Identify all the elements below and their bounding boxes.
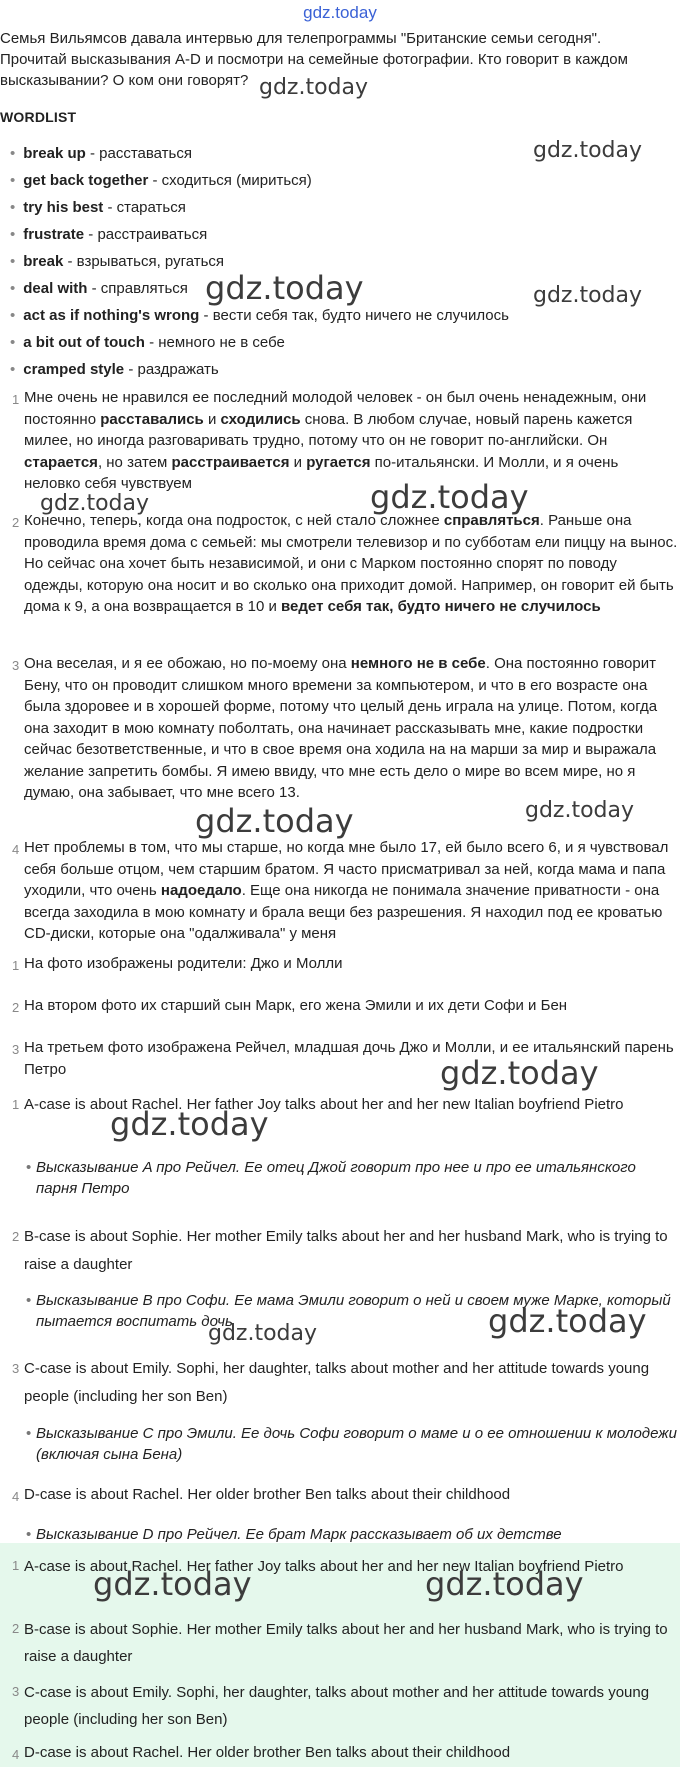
case-en: B-case is about Sophie. Her mother Emily talks about her and her husband Mark, who is trying to raise a daughter <box>24 1228 668 1273</box>
photo-number: 3 <box>12 1042 20 1057</box>
text-highlight: ведет себя так, будто ничего не случилось <box>281 598 601 615</box>
answer-number: 1 <box>12 1558 20 1573</box>
dash: - <box>87 280 101 297</box>
watermark: gdz.today <box>533 283 643 308</box>
text-number: 1 <box>12 392 20 407</box>
case-ru: • Высказывание B про Софи. Ее мама Эмили говорит о ней и своем муже Марке, который пытается воспитать дочь <box>36 1290 678 1332</box>
dash: - <box>144 334 159 351</box>
translation: раздражать <box>137 361 219 378</box>
text-number: 2 <box>12 515 20 530</box>
text-segment: Нет проблемы в том, что мы старше, но когда мне было 17, ей было всего 6, и я чувствовал себя больше отцом, чем старшим братом. Я часто присматривал за ней, когда мама и папа уходили, что очень <box>24 839 669 899</box>
text-number: 4 <box>12 842 20 857</box>
watermark: gdz.today <box>488 1302 647 1340</box>
translation: взрываться, ругаться <box>76 253 225 270</box>
watermark: gdz.today <box>195 802 354 840</box>
term: cramped style <box>23 361 125 378</box>
text-segment: и <box>203 410 221 428</box>
watermark: gdz.today <box>370 478 529 516</box>
wordlist-item <box>10 221 509 248</box>
text-segment: Она веселая, и я ее обожаю, но по-моему она <box>24 655 351 672</box>
text-number: 3 <box>12 658 20 673</box>
translation: сходиться (мириться) <box>161 172 312 189</box>
answer-text: D-case is about Rachel. Her older brother Ben talks about their childhood <box>24 1744 511 1761</box>
translation: расстраиваться <box>97 226 208 243</box>
answer-number: 3 <box>12 1684 20 1699</box>
text-block-1 <box>24 387 678 495</box>
case-number: 2 <box>12 1229 20 1244</box>
text-segment: по-итальянски. И Молли, и я очень неловко себя чувствуем <box>24 453 619 492</box>
photo-description: На третьем фото изображена Рейчел, младшая дочь Джо и Молли, и ее итальянский парень Петро <box>24 1039 674 1078</box>
dash: - <box>148 172 162 189</box>
watermark: gdz.today <box>425 1565 584 1603</box>
dash: - <box>84 226 98 243</box>
answer-text: B-case is about Sophie. Her mother Emily talks about her and her husband Mark, who is trying to raise a daughter <box>24 1621 668 1665</box>
text-segment: . Раньше она проводила время дома с семьей: мы смотрели телевизор и по субботам ели пиццу на вынос. Но сейчас она хочет быть независимой, и они с Марком постоянно спорят по поводу одежды, которую она носит и во сколько она приходит домой. Например, он говорит ей быть дома к 9, а она возвращается в 10 и <box>24 512 678 615</box>
intro-line-1: Семья Вильямсов давала интервью для телепрограммы "Британские семьи сегодня". <box>0 30 602 47</box>
text-segment: , но затем <box>97 453 172 471</box>
wordlist-item <box>10 329 509 356</box>
watermark: gdz.today <box>533 138 643 163</box>
case-number: 1 <box>12 1097 20 1112</box>
case-en: C-case is about Emily. Sophi, her daughter, talks about mother and her attitude towards young people (including her son Ben) <box>24 1360 650 1405</box>
case-number: 4 <box>12 1489 20 1504</box>
translation: стараться <box>116 199 186 216</box>
intro-line-2: Прочитай высказывания A-D и посмотри на семейные фотографии. Кто говорит в каждом высказывании? О ком они говорят? <box>0 51 628 89</box>
photo-description: На втором фото их старший сын Марк, его жена Эмили и их дети Софи и Бен <box>24 997 568 1014</box>
text-block-4 <box>24 837 678 945</box>
wordlist-item <box>10 356 509 383</box>
text-segment: и <box>289 453 307 471</box>
watermark: gdz.today <box>110 1105 269 1143</box>
text-block-2 <box>24 510 678 618</box>
text-segment: Мне очень не нравился ее последний молодой человек - он был очень ненадежным, они постоянно <box>24 389 647 428</box>
text-segment: Конечно, теперь, когда она подросток, с ней стало сложнее <box>24 512 444 529</box>
term: break up <box>23 145 86 162</box>
text-highlight: немного не в себе <box>350 655 486 672</box>
text-segment: . Она постоянно говорит Бену, что он проводит слишком много времени за компьютером, и что в его возрасте она была здоровее и в хорошей форме, потому что целый день играла на улице. Потом, когда она заходит в мою комнату поболтать, она начинает рассказывать мне, какие подростки сейчас безответственные, и что в свое время она ходила на на марши за мир и выражала желание запретить бомбы. Я имею ввиду, что мне есть дело о мире во всем мире, но я думаю, она забывает, что мне всего 13. <box>24 655 658 801</box>
dash: - <box>103 199 117 216</box>
wordlist <box>10 140 509 383</box>
watermark: gdz.today <box>440 1054 599 1092</box>
answer-number: 4 <box>12 1747 20 1762</box>
wordlist-heading: WORDLIST <box>0 109 77 125</box>
watermark: gdz.today <box>259 75 369 100</box>
translation: справляться <box>100 280 188 297</box>
watermark: gdz.today <box>93 1565 252 1603</box>
dash: - <box>199 307 213 324</box>
answer-text: C-case is about Emily. Sophi, her daughter, talks about mother and her attitude towards young people (including her son Ben) <box>24 1684 650 1728</box>
term: get back together <box>23 172 149 189</box>
site-title-link[interactable]: gdz.today <box>303 3 377 22</box>
watermark: gdz.today <box>208 1321 318 1346</box>
text-segment: снова. В любом случае, новый парень кажется милее, но иногда разговаривать трудно, потому что он не говорит по-английски. Он <box>24 410 633 449</box>
photo-number: 1 <box>12 958 20 973</box>
text-highlight: ругается <box>306 453 371 471</box>
case-ru: • Высказывание D про Рейчел. Ее брат Марк рассказывает об их детстве <box>36 1524 678 1545</box>
dash: - <box>85 145 100 162</box>
text-block-3 <box>24 653 678 804</box>
text-highlight: расставались <box>100 410 204 428</box>
wordlist-item <box>10 194 509 221</box>
text-highlight: надоедало <box>160 882 242 899</box>
text-highlight: справляться <box>443 512 540 529</box>
term: deal with <box>23 280 88 297</box>
watermark: gdz.today <box>40 491 150 516</box>
dash: - <box>124 361 138 378</box>
term: frustrate <box>23 226 85 243</box>
answer-number: 2 <box>12 1621 20 1636</box>
text-highlight: старается <box>24 453 98 471</box>
case-ru: • Высказывание A про Рейчел. Ее отец Джой говорит про нее и про ее итальянского парня Петро <box>36 1157 678 1199</box>
translation: немного не в себе <box>158 334 285 351</box>
text-segment: . Еще она никогда не понимала значение приватности - она всегда заходила в мою комнату и брала вещи без разрешения. Я находил под ее кроватью CD-диски, которые она "одалживала" у меня <box>24 882 663 942</box>
term: a bit out of touch <box>23 334 145 351</box>
translation: расставаться <box>99 145 192 162</box>
term: try his best <box>23 199 104 216</box>
wordlist-item <box>10 167 509 194</box>
watermark: gdz.today <box>205 269 364 307</box>
case-en: D-case is about Rachel. Her older brother Ben talks about their childhood <box>24 1486 511 1503</box>
photo-number: 2 <box>12 1000 20 1015</box>
term: break <box>23 253 64 270</box>
watermark: gdz.today <box>525 798 635 823</box>
dash: - <box>63 253 77 270</box>
translation: вести себя так, будто ничего не случилось <box>212 307 509 324</box>
photo-description: На фото изображены родители: Джо и Молли <box>24 955 343 972</box>
wordlist-item <box>10 140 509 167</box>
text-highlight: сходились <box>220 410 301 428</box>
text-highlight: расстраивается <box>171 453 290 471</box>
case-number: 3 <box>12 1361 20 1376</box>
case-ru: • Высказывание C про Эмили. Ее дочь Софи говорит о маме и о ее отношении к молодежи (включая сына Бена) <box>36 1423 678 1465</box>
case-en: A-case is about Rachel. Her father Joy talks about her and her new Italian boyfriend Pietro <box>24 1096 624 1113</box>
term: act as if nothing's wrong <box>23 307 200 324</box>
answer-text: A-case is about Rachel. Her father Joy talks about her and her new Italian boyfriend Pietro <box>24 1558 624 1575</box>
